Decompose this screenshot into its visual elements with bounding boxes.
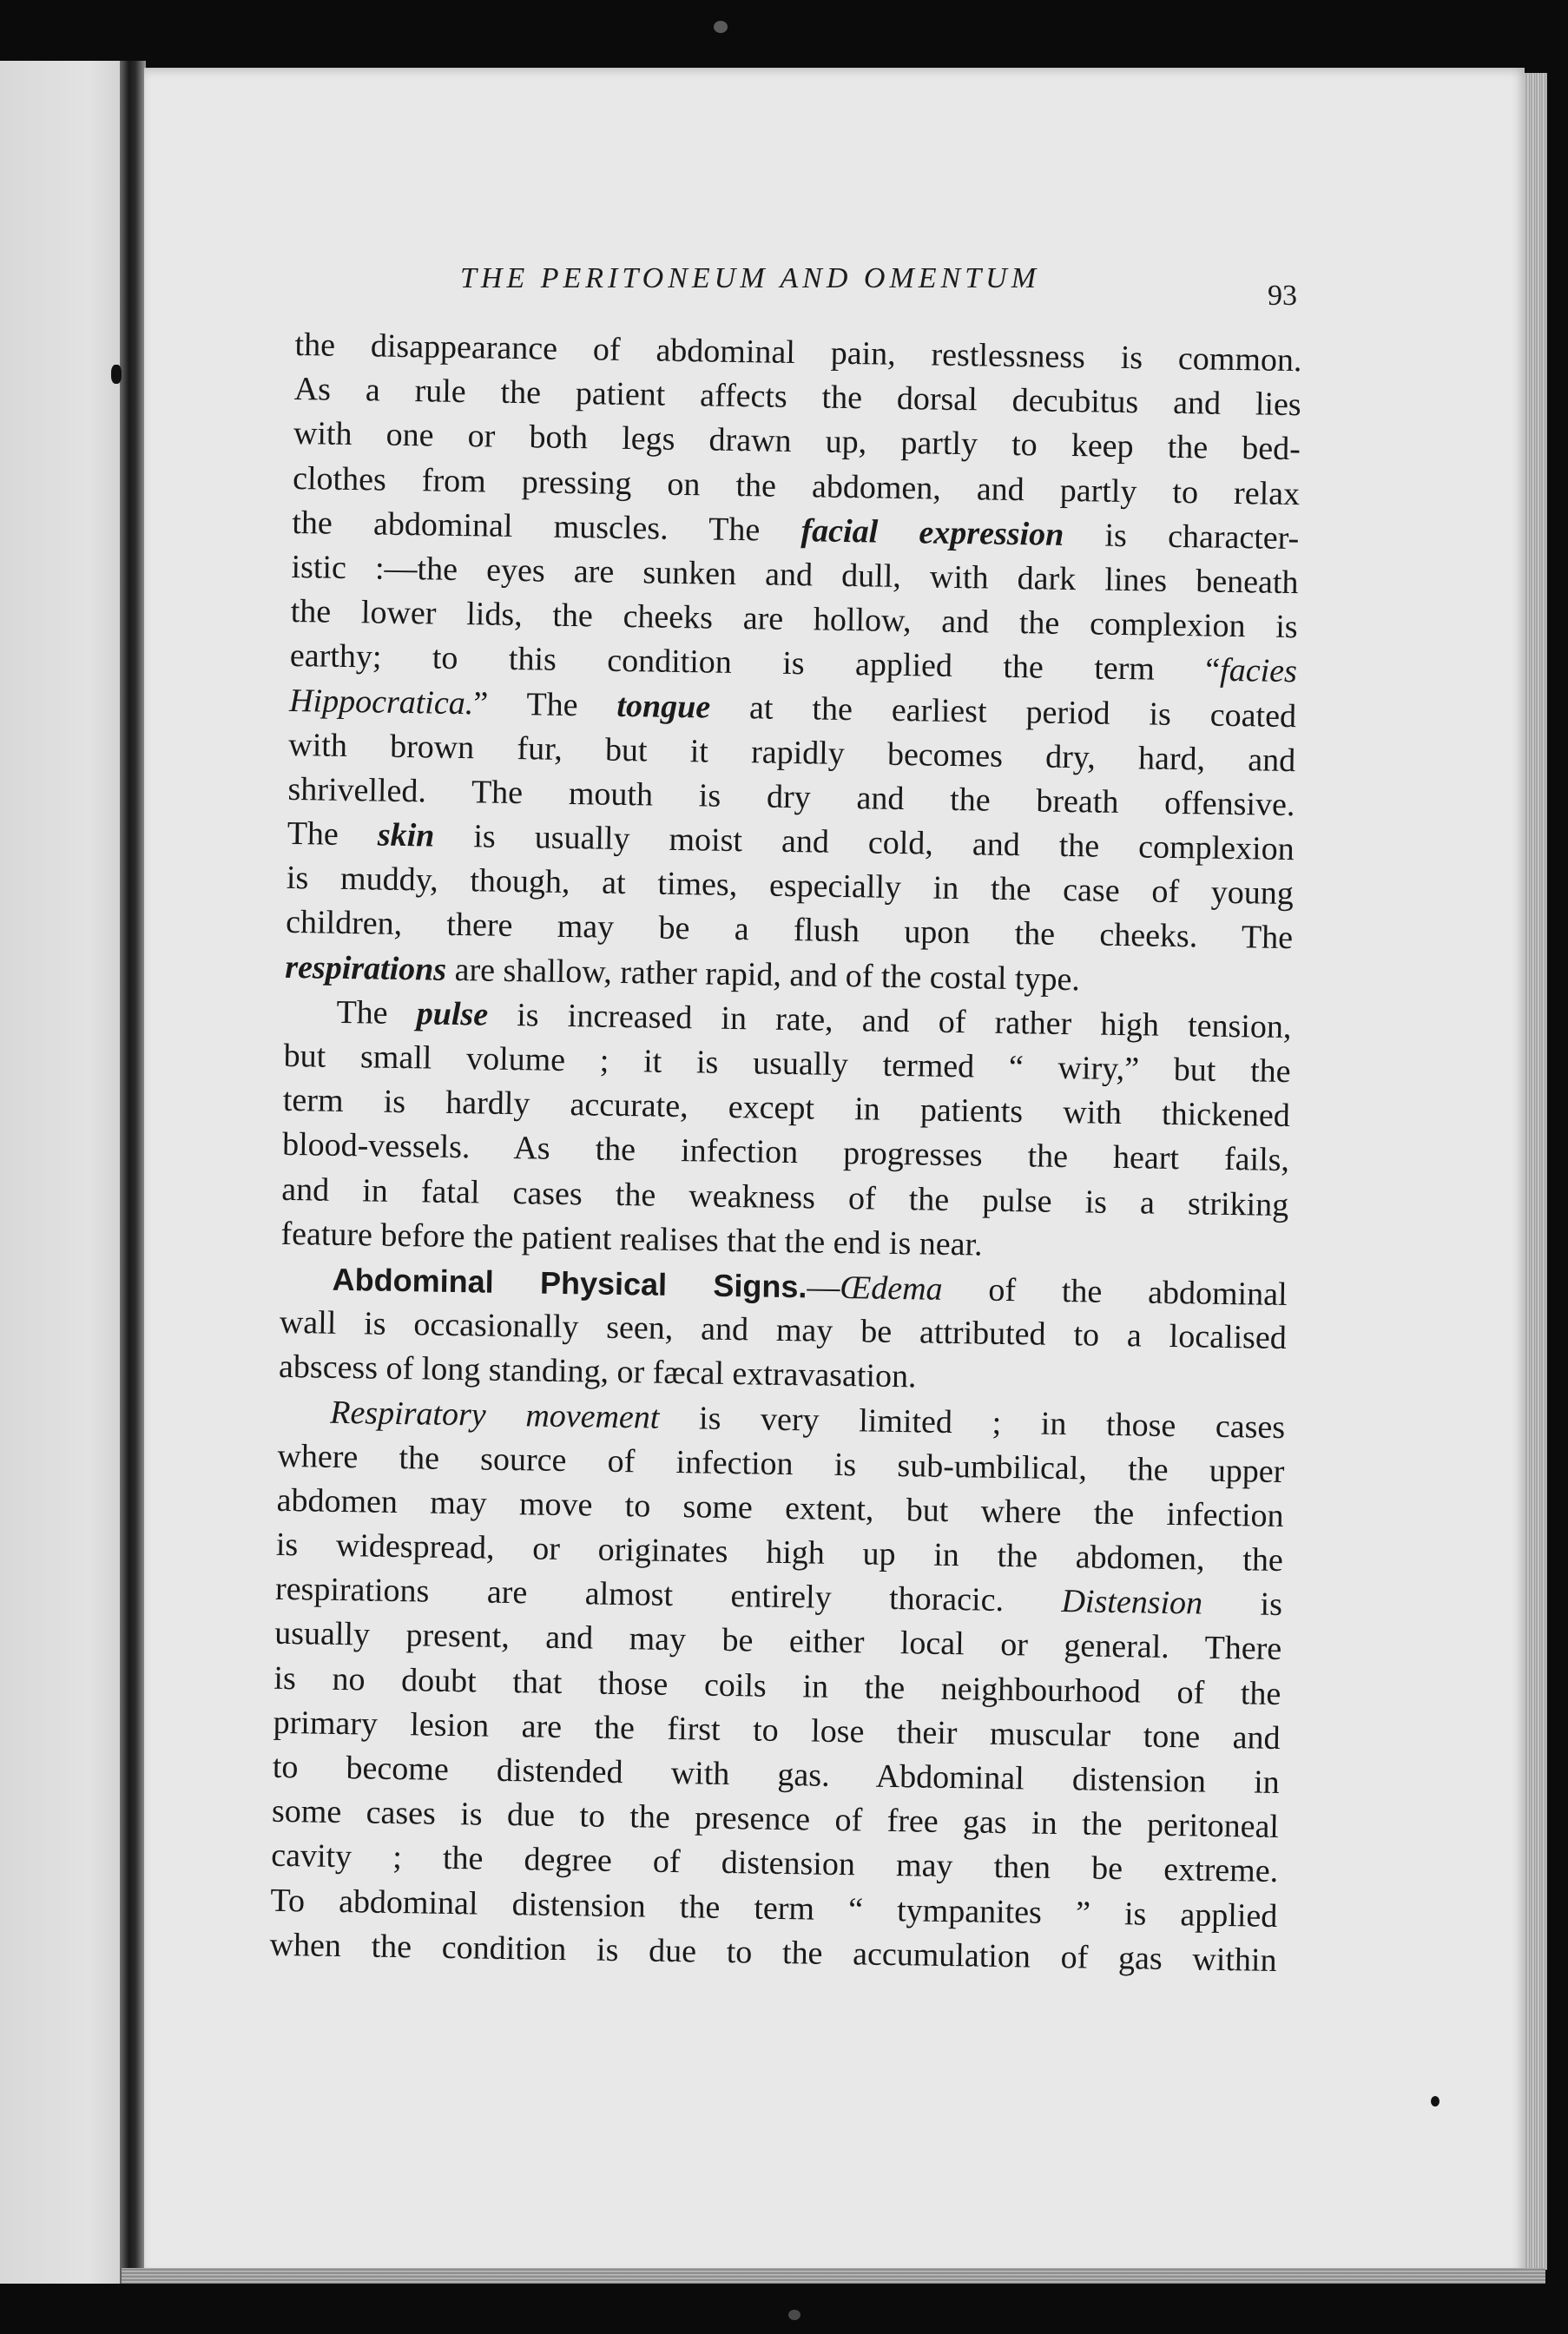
text-run: and in fatal cases the weakness of the pulse is a striking [281,1170,1289,1223]
body-text [269,323,1302,1983]
text-run: with brown fur, but it rapidly becomes dry, hard, and [288,726,1296,779]
text-run: respirations are almost entirely thoracic. [274,1571,1062,1620]
text-run: but small volume ; it is usually termed “ wiry,” but the [283,1037,1291,1091]
facing-page-edge [0,61,128,2284]
text-run: facial expression [800,511,1064,553]
text-run: is increased in rate, and of rather high tension, [487,996,1292,1045]
text-run: is [1202,1585,1283,1624]
page-bottom-edge [122,2268,1545,2284]
gutter-ink-mark [111,365,122,384]
text-run: feature before the patient realises that the end is near. [280,1215,983,1263]
text-run: primary lesion are the first to lose their muscular tone and [273,1704,1281,1757]
text-run: abdomen may move to some extent, but where the infection [276,1481,1284,1534]
text-run: As a rule the patient affects the dorsal decubitus and lies [293,371,1301,424]
text-run: term is hardly accurate, except in patients with thickened [282,1082,1291,1135]
text-run: where the source of infection is sub-umbilical, the upper [277,1437,1285,1490]
page-number: 93 [1268,280,1297,312]
text-run: respirations [285,948,447,988]
text-run: Respiratory movement [329,1394,660,1436]
text-run: is widespread, or originates high up in the abdomen, the [275,1526,1284,1579]
section-heading: Abdominal Physical Signs. [332,1261,807,1305]
text-run: are shallow, rather rapid, and of the costal type. [445,951,1081,998]
text-run: clothes from pressing on the abdomen, and partly to relax [292,459,1301,512]
text-run: pulse [416,995,489,1033]
text-run: facies [1219,652,1298,690]
text-run: blood-vessels. As the infection progresses the heart fails, [281,1126,1290,1179]
text-run: abscess of long standing, or fæcal extravasation. [278,1348,917,1395]
text-run: is muddy, though, at times, especially in the case of young [286,860,1295,913]
margin-ink-dot [1431,2096,1440,2107]
text-run: Hippocratica. [288,682,474,722]
dust-speck [714,21,728,33]
text-run: Œdema [840,1269,943,1308]
text-run: The [336,993,418,1032]
text-run: some cases is due to the presence of free gas in the peritoneal [271,1792,1280,1846]
text-run: is usually moist and cold, and the complexion [434,817,1295,868]
text-run: istic :—the eyes are sunken and dull, with dark lines beneath [291,548,1299,602]
text-run: is character- [1063,516,1300,557]
text-run: is very limited ; in those cases [659,1399,1286,1446]
text-run: The [287,814,379,854]
book-gutter [120,61,146,2284]
text-run: of the abdominal [942,1270,1288,1314]
running-head: THE PERITONEUM AND OMENTUM [460,262,1041,294]
text-run: ” The [472,684,617,724]
text-run: is no doubt that those coils in the neighbourhood of the [273,1659,1281,1712]
text-run: skin [377,816,435,854]
text-run: children, there may be a flush upon the cheeks. The [285,904,1294,957]
text-run: to become distended with gas. Abdominal distension in [272,1748,1281,1802]
text-run: shrivelled. The mouth is dry and the breath offensive. [287,770,1295,824]
text-run: usually present, and may be either local or general. There [273,1615,1282,1668]
text-run: tongue [616,687,711,726]
text-run: earthy; to this condition is applied the term “ [289,637,1221,689]
text-run: the disappearance of abdominal pain, restlessness is common. [294,326,1302,379]
text-run: To abdominal distension the term “ tympanites ” is applied [270,1882,1278,1935]
text-run: Distension [1061,1583,1203,1622]
text-run: cavity ; the degree of distension may then be extreme. [270,1837,1279,1890]
text-run: the lower lids, the cheeks are hollow, and the complexion is [290,593,1298,646]
text-run: with one or both legs drawn up, partly to keep the bed- [293,415,1301,468]
text-run: — [807,1269,840,1306]
text-run: at the earliest period is coated [709,689,1297,735]
dust-speck [788,2310,800,2320]
text-run: the abdominal muscles. The [292,504,801,549]
text-run: when the condition is due to the accumulation of gas within [269,1926,1277,1979]
page-stack-edge [1525,73,1547,2270]
text-run: wall is occasionally seen, and may be attributed to a localised [279,1303,1288,1357]
